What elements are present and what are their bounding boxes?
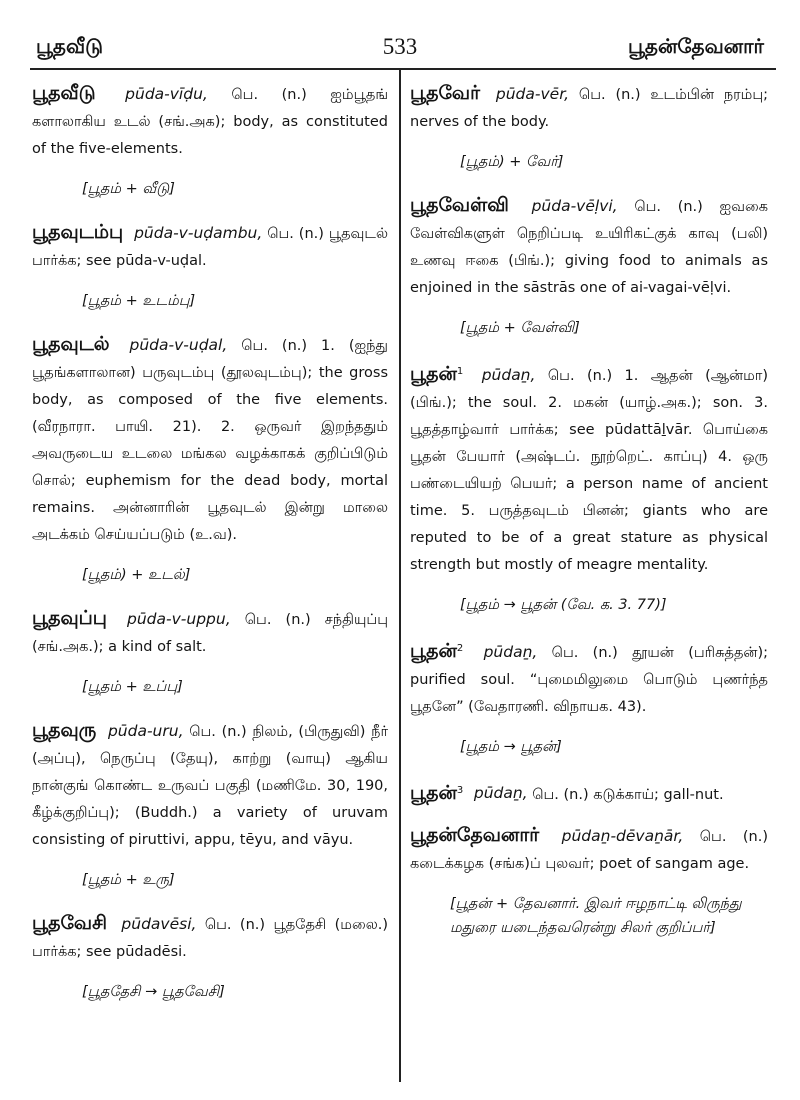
dictionary-entry <box>32 331 388 549</box>
definition: பெ. (n.) பூதவுடல் பார்க்க; see pūda-v-uḍal. <box>32 226 388 269</box>
definition: பெ. (n.) பூததேசி (மலை.) பார்க்க; see pūdadēsi. <box>32 917 389 960</box>
etymology: [பூதம்) + உடல்] <box>82 567 191 583</box>
etymology: [பூதம் + வேள்வி] <box>460 320 580 336</box>
headword: பூதவுடம்பு <box>32 221 124 243</box>
etymology: [பூதம் + உடம்பு] <box>82 293 196 309</box>
transliteration: pūdaṉ, <box>481 365 536 384</box>
headword: பூதன் <box>410 781 457 804</box>
page-number: 533 <box>382 34 418 59</box>
headword: பூதவுரு <box>32 719 97 741</box>
headword: பூதவேள்வி <box>410 194 509 216</box>
transliteration: pūda-v-uḍambu, <box>134 224 263 242</box>
right-guide-word: பூதன்தேவனார் <box>628 34 764 58</box>
etymology: [பூதம் → பூதன்] <box>460 738 562 755</box>
definition: பெ. (n.) உடம்பின் நரம்பு; nerves of the body. <box>410 87 769 130</box>
definition: பெ. (n.) 1. ஆதன் (ஆன்மா) (பிங்.); the soul. 2. மகன் (யாழ்.அக.); son. 3. பூதத்தாழ்வார் பார்க்க; see pūdattāḻvār. பொய்கை பூதன் பேயார் (அஷ்டப். நூற்றெட். காப்பு) 4. ஒரு பண்டையியற் பெயர்; a person name of ancient time. 5. பருத்தவுடம் பினன்; giants who are reputed to be of a great stature as physical strength but mostly of meagre mentality. <box>410 367 769 573</box>
left-column <box>32 80 388 1022</box>
transliteration: pūda-vēr, <box>495 85 570 103</box>
etymology: [பூதம் + வீடு] <box>82 181 175 197</box>
headword: பூதன்தேவனார் <box>410 824 540 847</box>
definition: பெ. (n.) கடுக்காய்; gall-nut. <box>532 786 724 803</box>
dictionary-entry <box>410 358 768 579</box>
etymology: [பூததேசி → பூதவேசி] <box>82 984 225 1000</box>
transliteration: pūdaṉ, <box>483 642 538 661</box>
definition: பெ. (n.) சந்தியுப்பு (சங்.அக.); a kind of salt. <box>32 612 388 655</box>
headword: பூதவேசி <box>32 912 107 934</box>
homonym-number: 2 <box>456 642 464 654</box>
dictionary-entry <box>410 822 768 878</box>
homonym-number: 3 <box>456 784 464 796</box>
transliteration: pūdavēsi, <box>121 915 197 933</box>
headword: பூதன் <box>410 639 457 662</box>
dictionary-entry <box>410 777 768 809</box>
definition: பெ. (n.) ஐவகை வேள்விகளுள் நெறிப்படி உயிரிகட்குக் காவு (பலி) உணவு ஈகை (பிங்.); giving food to animals as enjoined in the sāstrās one of ai-vagai-vēḷvi. <box>410 199 769 296</box>
transliteration: pūdaṉ, <box>473 784 528 803</box>
definition: பெ. (n.) ஐம்பூதங் களாலாகிய உடல் (சங்.அக); body, as constituted of the five-elements. <box>32 87 389 157</box>
dictionary-entry <box>32 219 388 275</box>
transliteration: pūda-v-uppu, <box>127 610 231 628</box>
etymology: [பூதம்) + வேர்] <box>460 154 564 170</box>
dictionary-entry <box>32 605 388 661</box>
headword: பூதவுப்பு <box>32 607 107 629</box>
dictionary-entry <box>32 910 388 966</box>
header-rule <box>30 68 776 70</box>
homonym-number: 1 <box>456 366 464 377</box>
transliteration: pūda-vīḍu, <box>125 85 208 103</box>
transliteration: pūdaṉ-dēvaṉār, <box>561 827 684 846</box>
transliteration: pūda-vēḷvi, <box>531 197 618 215</box>
etymology: [பூதம் → பூதன் (வே. க. 3. 77)] <box>460 596 667 613</box>
right-column <box>410 80 768 958</box>
dictionary-entry <box>410 192 768 302</box>
column-divider <box>399 70 401 1082</box>
etymology: [பூதன் + தேவனார். இவர் ஈழநாட்டி லிருந்து மதுரை யடைந்தவரென்று சிலர் குறிப்பர்] <box>450 896 742 937</box>
headword: பூதவீடு <box>32 82 96 104</box>
dictionary-entry <box>32 717 388 854</box>
headword: பூதவுடல் <box>32 333 110 355</box>
dictionary-entry <box>410 635 768 721</box>
definition: பெ. (n.) தூயன் (பரிசுத்தன்); purified soul. “புமைமிலுமை பொடும் புணர்ந்த பூதனே” (வேதாரணி. விநாயக. 43). <box>410 644 769 715</box>
definition: பெ. (n.) 1. (ஐந்து பூதங்களாலான) பருவுடம்பு (தூலவுடம்பு); the gross body, as composed of the five elements. (வீரநாரா. பாயி. 21). 2. ஒருவர் இறந்ததும் அவருடைய உடலை மங்கல வழக்காகக் குறிப்பிடும் சொல்; euphemism for the dead body, mortal remains. அன்னாரின் பூதவுடல் இன்று மாலை அடக்கம் செய்யப்படும் (உ.வ). <box>32 338 389 543</box>
transliteration: pūda-v-uḍal, <box>129 336 228 354</box>
headword: பூதன் <box>410 362 457 385</box>
etymology: [பூதம் + உப்பு] <box>82 679 183 695</box>
headword: பூதவேர் <box>410 82 481 104</box>
dictionary-entry <box>410 80 768 136</box>
page-header <box>30 34 770 64</box>
transliteration: pūda-uru, <box>107 722 184 740</box>
dictionary-entry <box>32 80 388 163</box>
etymology: [பூதம் + உரு] <box>82 872 175 888</box>
definition: பெ. (n.) நிலம், (பிருதுவி) நீர் (அப்பு), நெருப்பு (தேயு), காற்று (வாயு) ஆகிய நான்குங் கொண்ட உருவப் பகுதி (மணிமே. 30, 190, கீழ்க்குறிப்பு); (Buddh.) a variety of uruvam consisting of piruttivi, appu, tēyu, and vāyu. <box>32 724 389 848</box>
definition: பெ. (n.) கடைக்கழக (சங்க)ப் புலவர்; poet of sangam age. <box>410 829 768 873</box>
left-guide-word: பூதவீடு <box>36 34 103 58</box>
